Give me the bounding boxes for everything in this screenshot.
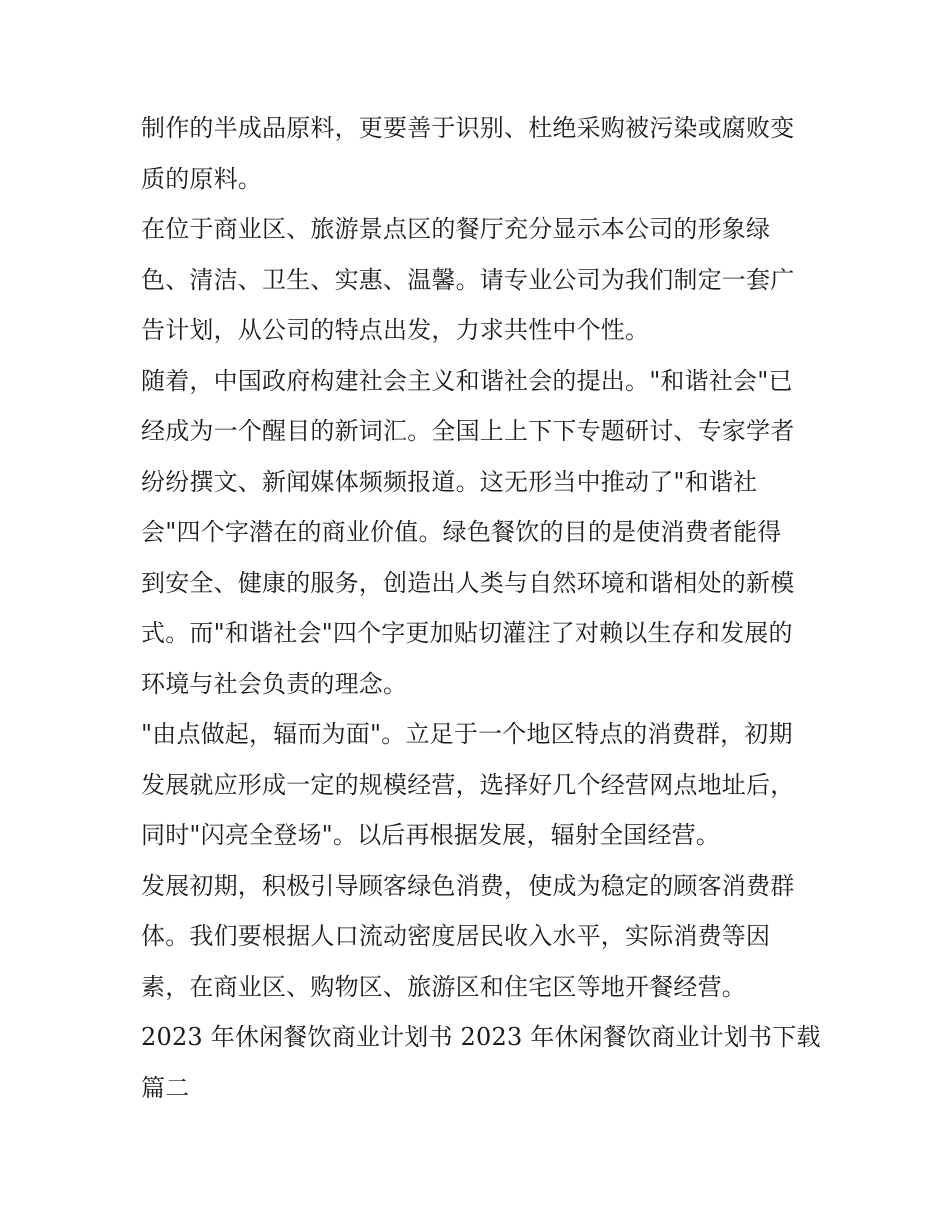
text-line: 随着，中国政府构建社会主义和谐社会的提出。"和谐社会"已 <box>141 366 793 395</box>
text-line: 发展就应形成一定的规模经营，选择好几个经营网点地址后， <box>141 770 795 799</box>
text-line: 素，在商业区、购物区、旅游区和住宅区等地开餐经营。 <box>141 972 746 1001</box>
text-line: 发展初期，积极引导顾客绿色消费，使成为稳定的顾客消费群 <box>141 871 795 900</box>
document-body <box>141 103 821 1113</box>
text-line: 会"四个字潜在的商业价值。绿色餐饮的目的是使消费者能得 <box>141 518 782 546</box>
section-title-line: 2023 年休闲餐饮商业计划书 2023 年休闲餐饮商业计划书下载 <box>141 1023 821 1051</box>
text-line: 环境与社会负责的理念。 <box>141 669 408 698</box>
text-line: 体。我们要根据人口流动密度居民收入水平，实际消费等因 <box>141 922 771 950</box>
text-line: 到安全、健康的服务，创造出人类与自然环境和谐相处的新模 <box>141 568 795 597</box>
text-line: 同时"闪亮全登场"。以后再根据发展，辐射全国经营。 <box>141 821 721 849</box>
text-line: 经成为一个醒目的新词汇。全国上上下下专题研讨、专家学者 <box>141 417 795 445</box>
text-line: 色、清洁、卫生、实惠、温馨。请专业公司为我们制定一套广 <box>141 265 795 294</box>
text-line: 制作的半成品原料，更要善于识别、杜绝采购被污染或腐败变 <box>141 114 795 142</box>
section-subtitle-line: 篇二 <box>141 1073 190 1102</box>
text-line: 质的原料。 <box>141 164 262 193</box>
text-line: "由点做起，辐而为面"。立足于一个地区特点的消费群，初期 <box>141 720 793 748</box>
text-line: 在位于商业区、旅游景点区的餐厅充分显示本公司的形象绿 <box>141 215 771 243</box>
text-line: 告计划，从公司的特点出发，力求共性中个性。 <box>141 316 650 344</box>
text-line: 式。而"和谐社会"四个字更加贴切灌注了对赖以生存和发展的 <box>141 619 793 647</box>
text-line: 纷纷撰文、新闻媒体频频报道。这无形当中推动了"和谐社 <box>141 467 758 496</box>
